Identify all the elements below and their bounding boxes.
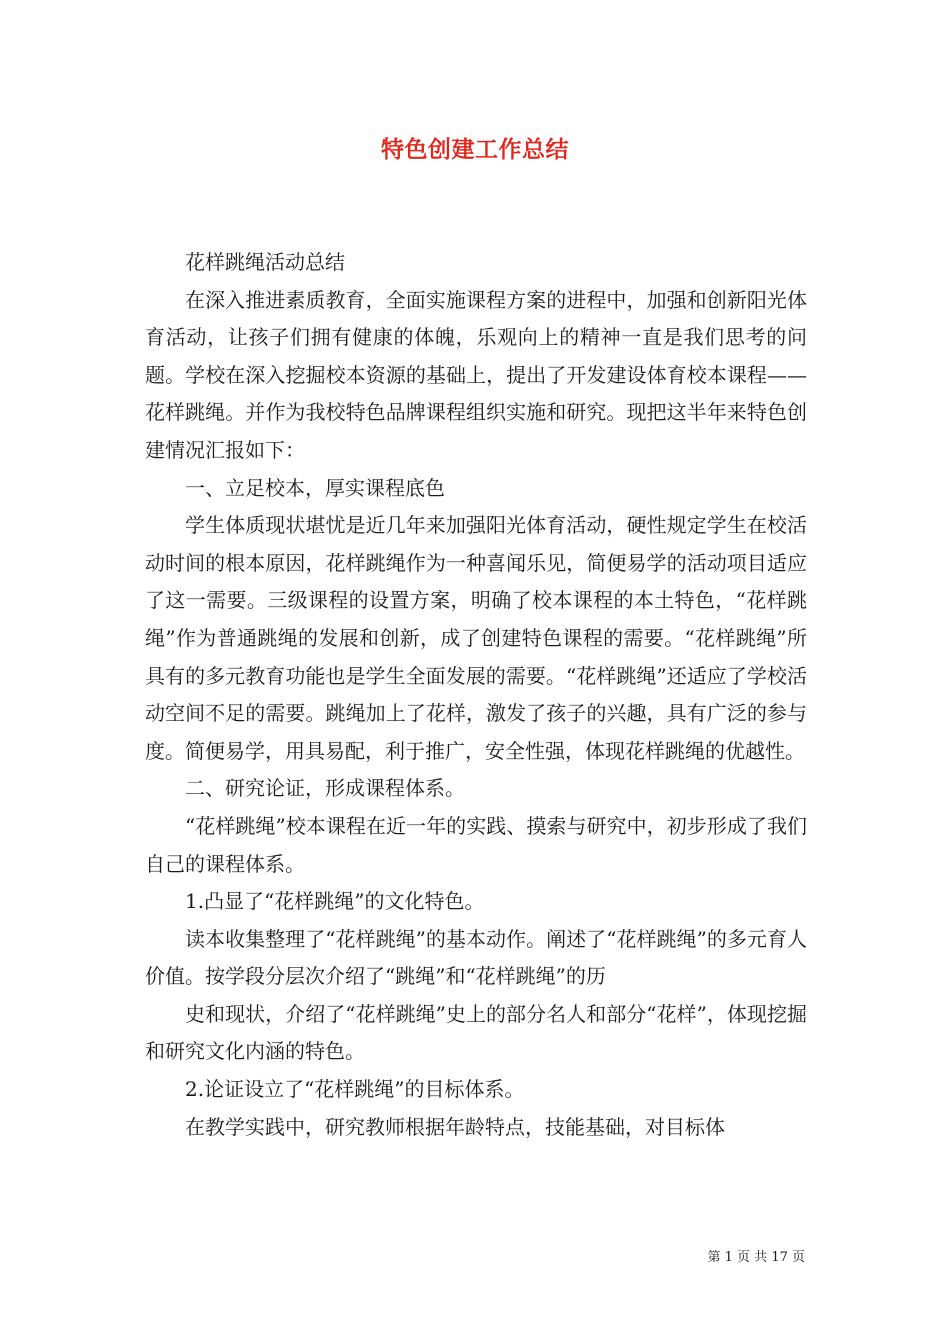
document-title: 特色创建工作总结 bbox=[381, 136, 569, 163]
page-number: 第 1 页 共 17 页 bbox=[707, 1250, 805, 1265]
body-paragraph: 在教学实践中，研究教师根据年龄特点，技能基础，对目标体 bbox=[185, 1114, 725, 1139]
body-paragraph: “花样跳绳”校本课程在近一年的实践、摸索与研究中，初步形成了我们自己的课程体系。 bbox=[145, 813, 807, 876]
subsection-heading-2: 2.论证设立了“花样跳绳”的目标体系。 bbox=[185, 1077, 525, 1102]
intro-paragraph: 在深入推进素质教育，全面实施课程方案的进程中，加强和创新阳光体育活动，让孩子们拥有健康的体魄，乐观向上的精神一直是我们思考的问题。学校在深入挖掘校本资源的基础上，提出了开发建设体育校本课程——花样跳绳。并作为我校特色品牌课程组织实施和研究。现把这半年来特色创建情况汇报如下： bbox=[145, 287, 807, 462]
section-heading-2: 二、研究论证，形成课程体系。 bbox=[185, 776, 465, 801]
subsection-heading-1: 1.凸显了“花样跳绳”的文化特色。 bbox=[185, 889, 485, 914]
body-paragraph: 史和现状，介绍了“花样跳绳”史上的部分名人和部分“花样”，体现挖掘和研究文化内涵的特色。 bbox=[145, 1001, 807, 1064]
document-body bbox=[145, 244, 807, 1146]
section-heading-1: 一、立足校本，厚实课程底色 bbox=[185, 475, 445, 500]
body-paragraph: 读本收集整理了“花样跳绳”的基本动作。阐述了“花样跳绳”的多元育人价值。按学段分层次介绍了“跳绳”和“花样跳绳”的历 bbox=[145, 926, 807, 989]
body-paragraph: 学生体质现状堪忧是近几年来加强阳光体育活动，硬性规定学生在校活动时间的根本原因，花样跳绳作为一种喜闻乐见，简便易学的活动项目适应了这一需要。三级课程的设置方案，明确了校本课程的本土特色，“花样跳绳”作为普通跳绳的发展和创新，成了创建特色课程的需要。“花样跳绳”所具有的多元教育功能也是学生全面发展的需要。“花样跳绳”还适应了学校活动空间不足的需要。跳绳加上了花样，激发了孩子的兴趣，具有广泛的参与度。简便易学，用具易配，利于推广，安全性强，体现花样跳绳的优越性。 bbox=[145, 513, 807, 763]
section-heading: 花样跳绳活动总结 bbox=[185, 250, 345, 274]
